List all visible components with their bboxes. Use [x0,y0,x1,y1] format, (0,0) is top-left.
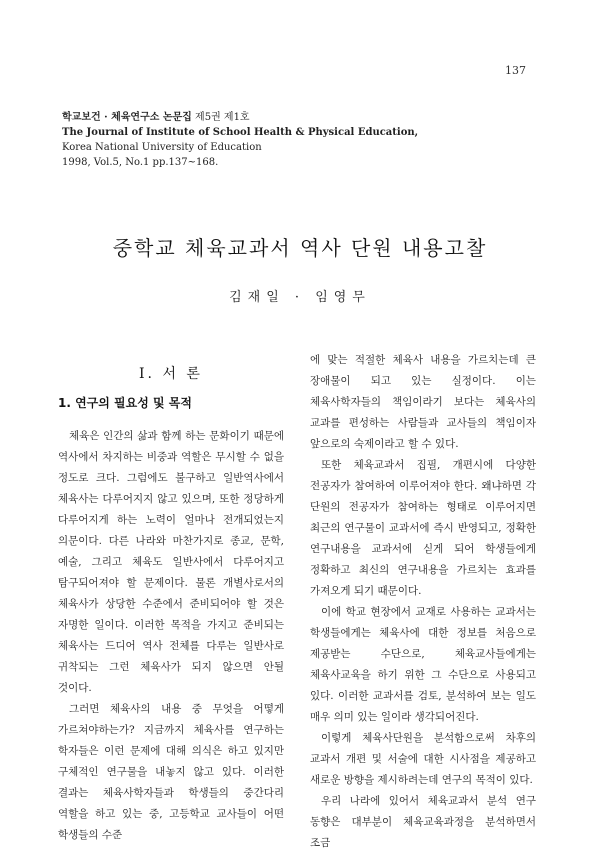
journal-citation: 1998, Vol.5, No.1 pp.137~168. [62,157,219,168]
paper-title: 중학교 체육교과서 역사 단원 내용고찰 [112,236,488,260]
body-paragraph: 에 맞는 적절한 체육사 내용을 가르치는데 큰 장애물이 되고 있는 실정이다. 이는 체육사학자들의 책임이라기 보다는 체육사의 교과를 편성하는 사람들과 교사들의 책임이자 앞으로의 숙제이라고 할 수 있다. [310,354,536,450]
body-paragraph: 체육은 인간의 삶과 함께 하는 문화이기 때문에 역사에서 차지하는 비중과 역할은 무시할 수 없을 정도로 크다. 그럼에도 불구하고 일반역사에서 체육사는 다루어지지 않고 있으며, 또한 정당하게 다루어지게 하는 노력이 얼마나 전개되었는지 의문이다. 다른 나라와 마찬가지로 종교, 문학, 예술, 그리고 체육도 일반사에서 다루어지고 탐구되어져야 할 문제이다. 물론 개별사로서의 체육사가 상당한 수준에서 준비되어야 할 것은 자명한 일이다. 이러한 목적을 가지고 준비되는 체육사는 드디어 역사 전체를 다루는 일반사로 귀착되는 그런 체육사가 되지 않으면 안될 것이다. [58,430,284,694]
section-title: Ⅰ. 서 론 [139,366,203,382]
page-number: 137 [505,64,526,77]
right-column [310,350,536,854]
paper-authors: 김재일 · 임영무 [229,290,371,305]
journal-institution: Korea National University of Education [62,142,262,153]
body-paragraph: 이렇게 체육사단원을 분석함으로써 차후의 교과서 개편 및 서술에 대한 시사점을 제공하고 새로운 방향을 제시하려는데 연구의 목적이 있다. [310,732,536,786]
journal-volume-korean: 제5권 제1호 [195,112,250,123]
journal-korean-line [62,110,542,125]
body-paragraph: 그러면 체육사의 내용 중 무엇을 어떻게 가르쳐야하는가? 지금까지 체육사를 연구하는 학자들은 이런 문제에 대해 의식은 하고 있지만 구체적인 연구물을 내놓지 않고 있다. 이러한 결과는 체육사학자들과 학생들의 중간다리 역할을 하고 있는 중, 고등학교 교사들이 어떤 학생들의 수준 [58,703,284,841]
journal-info [62,110,542,170]
journal-korean-name: 학교보건 · 체육연구소 논문집 [62,112,192,123]
journal-english-name: The Journal of Institute of School Health & Physical Education, [62,127,419,138]
body-paragraph: 또한 체육교과서 집필, 개편시에 다양한 전공자가 참여하여 이루어져야 한다. 왜냐하면 각 단원의 전공자가 참여하는 형태로 이루어지면 최근의 연구물이 교과서에 즉시 반영되고, 정확한 연구내용을 교과서에 싣게 되어 학생들에게 정확하고 최신의 연구내용을 가르치는 효과를 가져오게 되기 때문이다. [310,459,536,597]
left-column [58,358,284,846]
body-paragraph: 우리 나라에 있어서 체육교과서 분석 연구 동향은 대부분이 체육교육과정을 분석하면서 조금 [310,795,536,849]
subsection-title: 1. 연구의 필요성 및 목적 [58,396,192,410]
body-paragraph: 이에 학교 현장에서 교재로 사용하는 교과서는 학생들에게는 체육사에 대한 정보를 처음으로 제공받는 수단으로, 체육교사들에게는 체육사교육을 하기 위한 그 수단으로 사용되고 있다. 이러한 교과서를 검토, 분석하여 보는 일도 매우 의미 있는 일이라 생각되어진다. [310,606,536,723]
